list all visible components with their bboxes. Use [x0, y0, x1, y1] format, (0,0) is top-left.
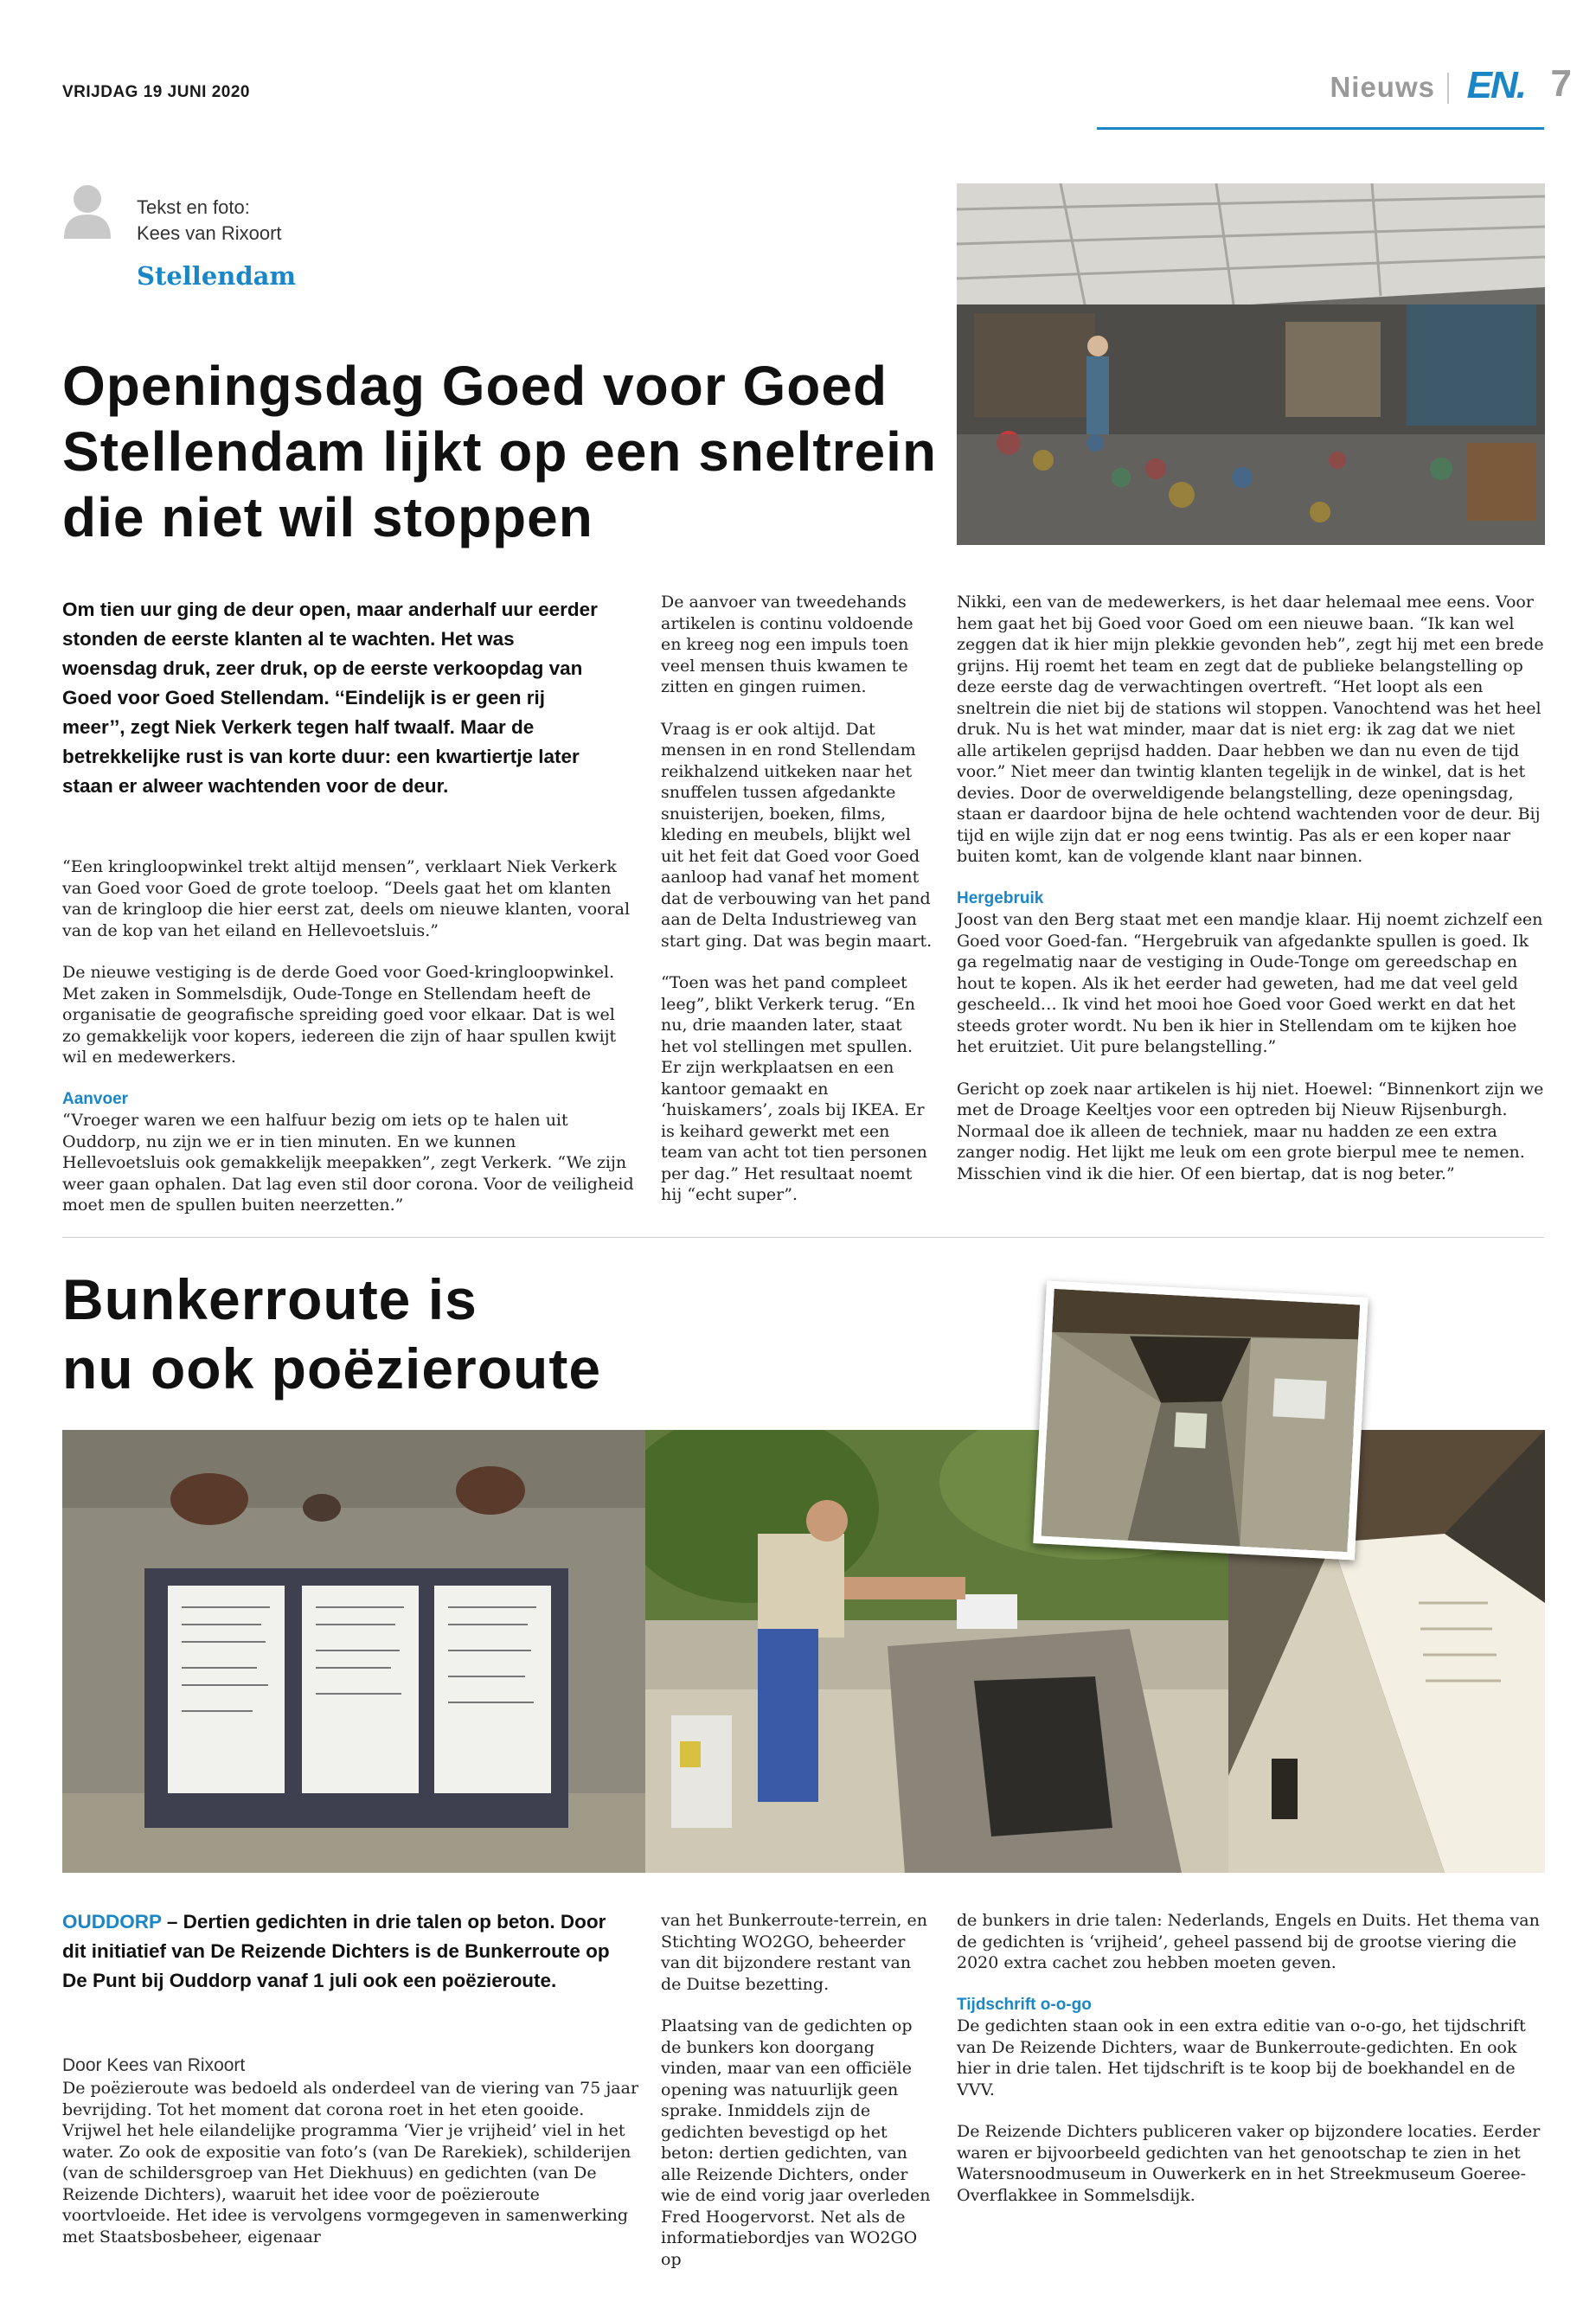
article-column-1: [62, 856, 638, 1237]
subheading: Tijdschrift o-o-go: [957, 1995, 1092, 2014]
subheading: Hergebruik: [957, 888, 1044, 907]
article-column-2: [661, 1910, 933, 2291]
credit-line: Tekst en foto:: [137, 196, 250, 218]
article-byline: Door Kees van Rixoort: [62, 2055, 246, 2075]
article-column-3: [957, 1910, 1545, 2227]
paragraph: De nieuwe vestiging is de derde Goed voor Goed-kringloopwinkel. Met zaken in Sommelsdijk, Oude-Tonge en Stellendam heeft de organisatie de geografische spreiding goed voor elkaar. Dat is wel zo gemakkelijk voor kopers, iedereen die zijn of haar spullen kwijt wil en medewerkers.: [62, 963, 617, 1067]
paragraph: De poëzieroute was bedoeld als onderdeel van de viering van 75 jaar bevrijding. Tot het moment dat corona roet in het eten gooide. Vrijwel het hele eilandelijke programma ‘Vier je vrijheid’ viel in het water. Zo ook de expositie van foto’s (van De Rarekiek), schilderijen (van de schildersgroep van Het Diekhuus) en gedichten (van De Reizende Dichters), waaruit het idee voor de poëzieroute voortvloeide. Het idee is vervolgens vormgegeven in samenwerking met Staatsbosbeheer, eigenaar: [62, 2079, 639, 2247]
paragraph: “Een kringloopwinkel trekt altijd mensen”, verklaart Niek Verkerk van Goed voor Goed de grote toeloop. “Deels gaat het om klanten van de kringloop die hier eerst zat, deels om nieuwe klanten, vooral van de kop van het eiland en Hellevoetsluis.”: [62, 857, 631, 940]
newspaper-logo[interactable]: EN.: [1466, 64, 1525, 106]
location-kicker: Stellendam: [137, 261, 297, 291]
headline-line: nu ook poëzieroute: [62, 1336, 602, 1400]
headline-line: Bunkerroute is: [62, 1267, 478, 1331]
article-headline: [62, 1265, 754, 1403]
article-headline: Openingsdag Goed voor Goed Stellendam lijkt op een sneltrein die niet wil stoppen: [62, 355, 938, 548]
paragraph: de bunkers in drie talen: Nederlands, Engels en Duits. Het thema van de gedichten is ‘vrijheid’, geheel passend bij de grootse viering die 2020 extra cachet zou hebben moeten geven.: [957, 1911, 1540, 1972]
section-label[interactable]: Nieuws: [1330, 71, 1435, 103]
paragraph: Gericht op zoek naar artikelen is hij niet. Hoewel: “Binnenkort zijn we met de Droage Keeltjes voor een optreden bij Nieuw Rijsenburgh. Normaal doe ik alleen de techniek, maar nu hadden ze een extra zanger nodig. Het lijkt me leuk om een grote bierpul mee te nemen. Misschien vind ik die hier. Of een biertap, dat is nog beter.”: [957, 1079, 1544, 1183]
paragraph: De Reizende Dichters publiceren vaker op bijzondere locaties. Eerder waren er bijvoorbeeld gedichten van het genootschap te zien in het Watersnoodmuseum in Ouwerkerk en in het Streekmuseum Goeree-Overflakkee in Sommelsdijk.: [957, 2122, 1541, 2205]
article-divider: [62, 1237, 1544, 1238]
article-lead: [62, 1907, 633, 1996]
paragraph: De aanvoer van tweedehands artikelen is continu voldoende en kreeg nog een impuls toen veel mensen thuis kwamen te zitten en gingen ruimen.: [661, 593, 913, 696]
header-rule: [1097, 127, 1544, 130]
paragraph: Plaatsing van de gedichten op de bunkers kon doorgang vinden, maar van een officiële opening was natuurlijk geen sprake. Inmiddels zijn de gedichten bevestigd op het beton: dertien gedichten, van alle Reizende Dichters, onder wie de eind vorig jaar overleden Fred Hoogervorst. Net als de informatiebordjes van WO2GO op: [661, 2016, 931, 2269]
article-column-1: [62, 2078, 642, 2268]
subheading: Aanvoer: [62, 1089, 129, 1108]
paragraph: van het Bunkerroute-terrein, en Stichting WO2GO, beheerder van dit bijzondere restant van de Duitse bezetting.: [661, 1911, 927, 1994]
credit-author: Kees van Rixoort: [137, 222, 282, 244]
bunker-tunnel-inset-photo: [1033, 1280, 1368, 1560]
author-avatar-icon: [62, 182, 112, 239]
header-separator: [1447, 73, 1449, 104]
issue-date: VRIJDAG 19 JUNI 2020: [62, 83, 250, 101]
lead-text: – Dertien gedichten in drie talen op beton. Door dit initiatief van De Reizende Dichters is de Bunkerroute op De Punt bij Ouddorp vanaf 1 juli ook een poëzieroute.: [62, 1911, 610, 1991]
location-label: OUDDORP: [62, 1911, 162, 1932]
page-number: 7: [1550, 62, 1572, 105]
paragraph: Vraag is er ook altijd. Dat mensen in en rond Stellendam reikhalzend uitkeken naar het snuffelen tussen afgedankte snuisterijen, boeken, films, kleding en meubels, blijkt wel uit het feit dat Goed voor Goed aanloop had vanaf het moment dat de verbouwing van het pand aan de Delta Industrieweg van start ging. Dat was begin maart.: [661, 719, 933, 951]
paragraph: Joost van den Berg staat met een mandje klaar. Hij noemt zichzelf een Goed voor Goed-fan. “Hergebruik van afgedankte spullen is goed. Ik ga regelmatig naar de vestiging in Oude-Tonge om gereedschap en hout te kopen. Als ik het eerder had geweten, had me dat veel geld gescheeld… Ik vind het mooi hoe Goed voor Goed werkt en dat het steeds groter wordt. Nu ben ik hier in Stellendam om te kijken hoe het eruitziet. Uit pure belangstelling.”: [957, 910, 1543, 1056]
paragraph: De gedichten staan ook in een extra editie van o-o-go, het tijdschrift van De Reizende Dichters, waar de Bunkerroute-gedichten. En ook hier in drie talen. Het tijdschrift is te koop bij de boekhandel en de VVV.: [957, 2016, 1526, 2099]
article-column-2: [661, 592, 933, 1227]
paragraph: “Toen was het pand compleet leeg”, blikt Verkerk terug. “En nu, drie maanden later, staat het vol stellingen met spullen. Er zijn werkplaatsen en een kantoor gemaakt en ‘huiskamers’, zoals bij IKEA. Er is keihard gewerkt met een team van acht tot tien personen per dag.” Het resultaat noemt hij “echt super”.: [661, 973, 927, 1204]
paragraph: “Vroeger waren we een halfuur bezig om iets op te halen uit Ouddorp, nu zijn we er in tien minuten. En we kunnen Hellevoetsluis ook gemakkelijk meepakken”, zegt Verkerk. “We zijn weer gaan ophalen. Dat lag even stil door corona. Voor de veiligheid moet men de spullen buiten neerzetten.”: [62, 1111, 634, 1215]
paragraph: Nikki, een van de medewerkers, is het daar helemaal mee eens. Voor hem gaat het bij Goed voor Goed om een nieuwe baan. “Ik kan wel zeggen dat ik hier mijn plekkie gevonden heb”, zegt hij met een brede grijns. Hij roemt het team en zegt dat de publieke belangstelling op deze eerste dag de verwachtingen overtreft. “Het loopt als een sneltrein die niet bij de stations wil stoppen. Vanochtend was het heel druk. Nu is het wat minder, maar dat is niet erg: ik zag dat we niet alle artikelen geprijsd hadden. Daar hebben we dan nu even de tijd voor.” Niet meer dan twintig klanten tegelijk in de winkel, dat is het devies. Door de overweldigende belangstelling, deze openingsdag, staan er daardoor bijna de hele ochtend wachtenden voor de deur. Bij tijd en wijle zijn dat er nog eens twintig. Pas als er een koper naar buiten komt, kan de volgende klant naar binnen.: [957, 593, 1544, 866]
poem-board-photo: [62, 1430, 645, 1873]
article-credit: [137, 195, 282, 247]
article-lead: Om tien uur ging de deur open, maar anderhalf uur eerder stonden de eerste klanten al te wachten. Het was woensdag druk, zeer druk, op de eerste verkoopdag van Goed voor Goed Stellendam. ‘‘Eindelijk is er geen rij meer’’, zegt Niek Verkerk tegen half twaalf. Maar de betrekkelijke rust is van korte duur: een kwartiertje later staan er alweer wachtenden voor de deur.: [62, 599, 598, 797]
store-interior-photo: [957, 183, 1545, 545]
article-column-3: [957, 592, 1545, 1205]
